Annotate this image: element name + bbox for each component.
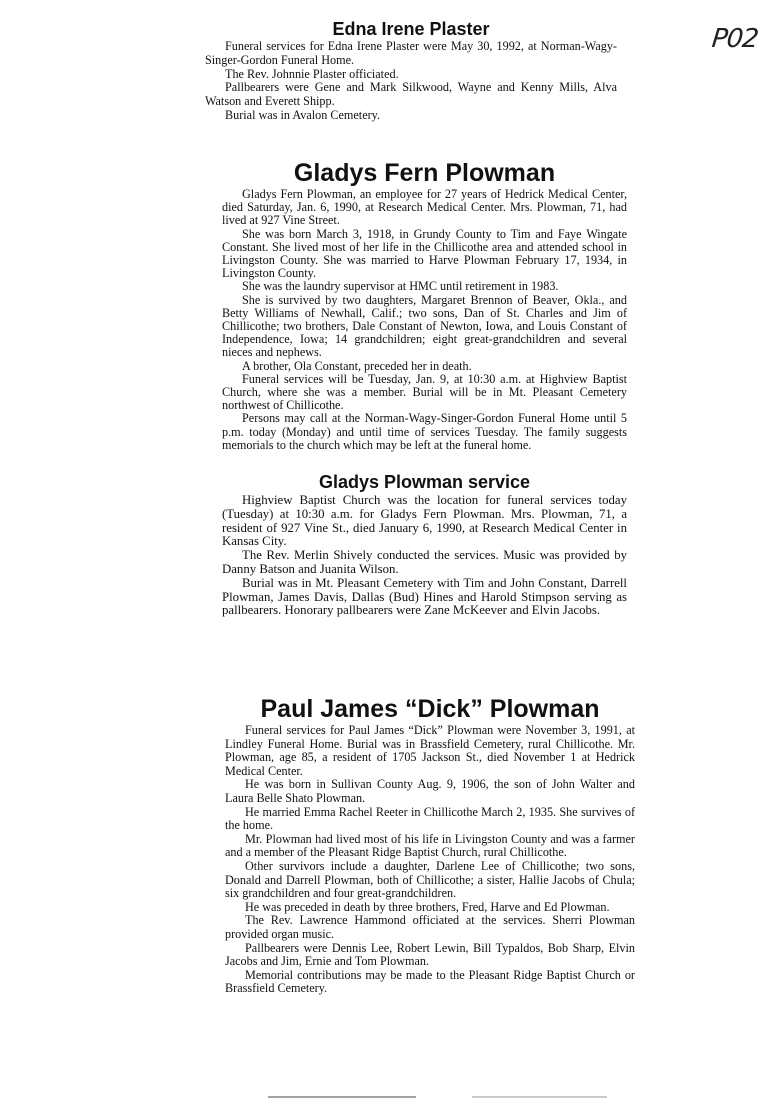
paragraph: Burial was in Avalon Cemetery.	[225, 107, 381, 122]
paragraph: He married Emma Rachel Reeter in Chillicothe March 2, 1935. She survives of the home.	[225, 804, 635, 833]
paragraph: Burial was in Mt. Pleasant Cemetery with Tim and John Constant, Darrell Plowman, James Davis, Dallas (Bud) Hines and Harold Stimpson serving as pallbearers. Honorary pallbearers were Zane McKeever and Elvin Jacobs.	[222, 575, 627, 618]
paragraph: She was born March 3, 1918, in Grundy County to Tim and Faye Wingate Constant. She lived most of her life in the Chillicothe area and attended school in Livingston County. She was married to Harve Plowman February 17, 1934, in Livingston County.	[222, 226, 627, 281]
article-body	[222, 494, 627, 618]
paragraph: He was preceded in death by three brothers, Fred, Harve and Ed Plowman.	[245, 899, 610, 914]
article-gladys-plowman-service	[222, 470, 627, 618]
obituary-paul-plowman	[225, 694, 635, 996]
paragraph: Pallbearers were Dennis Lee, Robert Lewin, Bill Typaldos, Bob Sharp, Elvin Jacobs and Jim, Ernie and Tom Plowman.	[225, 940, 635, 969]
paragraph: Mr. Plowman had lived most of his life in Livingston County and was a farmer and a member of the Pleasant Ridge Baptist Church, rural Chillicothe.	[225, 831, 635, 860]
paragraph: Memorial contributions may be made to the Pleasant Ridge Baptist Church or Brassfield Cemetery.	[225, 967, 635, 996]
paragraph: The Rev. Lawrence Hammond officiated at the services. Sherri Plowman provided organ music.	[225, 913, 635, 941]
paragraph: The Rev. Johnnie Plaster officiated.	[225, 66, 399, 81]
scan-edge-mark	[472, 1096, 607, 1098]
paragraph: Persons may call at the Norman-Wagy-Singer-Gordon Funeral Home until 5 p.m. today (Monday) and until time of services Tuesday. The family suggests memorials to the church which may be left at the funeral home.	[222, 411, 627, 452]
article-body	[225, 724, 635, 996]
paragraph: She is survived by two daughters, Margaret Brennon of Beaver, Okla., and Betty Williams of Newhall, Calif.; two sons, Dan of St. Charles and Jim of Chillicothe; two brothers, Dale Constant of Newton, Iowa, and Louis Constant of Independence, Iowa; 14 grandchildren; eight great-grandchildren and several nieces and nephews.	[222, 292, 627, 360]
paragraph: Funeral services for Edna Irene Plaster were May 30, 1992, at Norman-Wagy-Singer-Gordon Funeral Home.	[205, 39, 617, 67]
obituary-gladys-plowman	[222, 158, 627, 452]
paragraph: Pallbearers were Gene and Mark Silkwood, Wayne and Kenny Mills, Alva Watson and Everett Shipp.	[205, 80, 617, 109]
headline: Edna Irene Plaster	[332, 19, 490, 39]
article-body	[205, 40, 617, 123]
headline: Paul James “Dick” Plowman	[260, 695, 600, 723]
obituary-edna-plaster	[205, 18, 617, 123]
headline: Gladys Plowman service	[318, 472, 531, 492]
page-marker-handwritten: P02	[710, 24, 760, 54]
paragraph: Other survivors include a daughter, Darlene Lee of Chillicothe; two sons, Donald and Darrell Plowman, both of Chillicothe; a sister, Hallie Jacobs of Chula; six grandchildren and four great-grandchildren.	[225, 858, 635, 901]
paragraph: A brother, Ola Constant, preceded her in death.	[242, 358, 472, 373]
paragraph: He was born in Sullivan County Aug. 9, 1906, the son of John Walter and Laura Belle Shato Plowman.	[225, 777, 635, 805]
paragraph: The Rev. Merlin Shively conducted the services. Music was provided by Danny Batson and Juanita Wilson.	[222, 548, 627, 576]
paragraph: Funeral services will be Tuesday, Jan. 9, at 10:30 a.m. at Highview Baptist Church, where she was a member. Burial will be in Mt. Pleasant Cemetery northwest of Chillicothe.	[222, 371, 627, 413]
paragraph: She was the laundry supervisor at HMC until retirement in 1983.	[242, 279, 559, 294]
headline: Gladys Fern Plowman	[293, 159, 556, 187]
paragraph: Gladys Fern Plowman, an employee for 27 years of Hedrick Medical Center, died Saturday, Jan. 6, 1990, at Research Medical Center. Mrs. Plowman, 71, had lived at 927 Vine Street.	[222, 187, 627, 228]
article-body	[222, 188, 627, 452]
scan-edge-mark	[268, 1096, 416, 1098]
paragraph: Funeral services for Paul James “Dick” Plowman were November 3, 1991, at Lindley Funeral Home. Burial was in Brassfield Cemetery, rural Chillicothe. Mr. Plowman, age 85, a resident of 1705 Jackson St., died November 1 at Hedrick Medical Center.	[225, 723, 635, 778]
paragraph: Highview Baptist Church was the location for funeral services today (Tuesday) at 10:30 a.m. for Gladys Fern Plowman. Mrs. Plowman, 71, a resident of 927 Vine St., died January 6, 1990, at Research Medical Center in Kansas City.	[222, 493, 627, 549]
